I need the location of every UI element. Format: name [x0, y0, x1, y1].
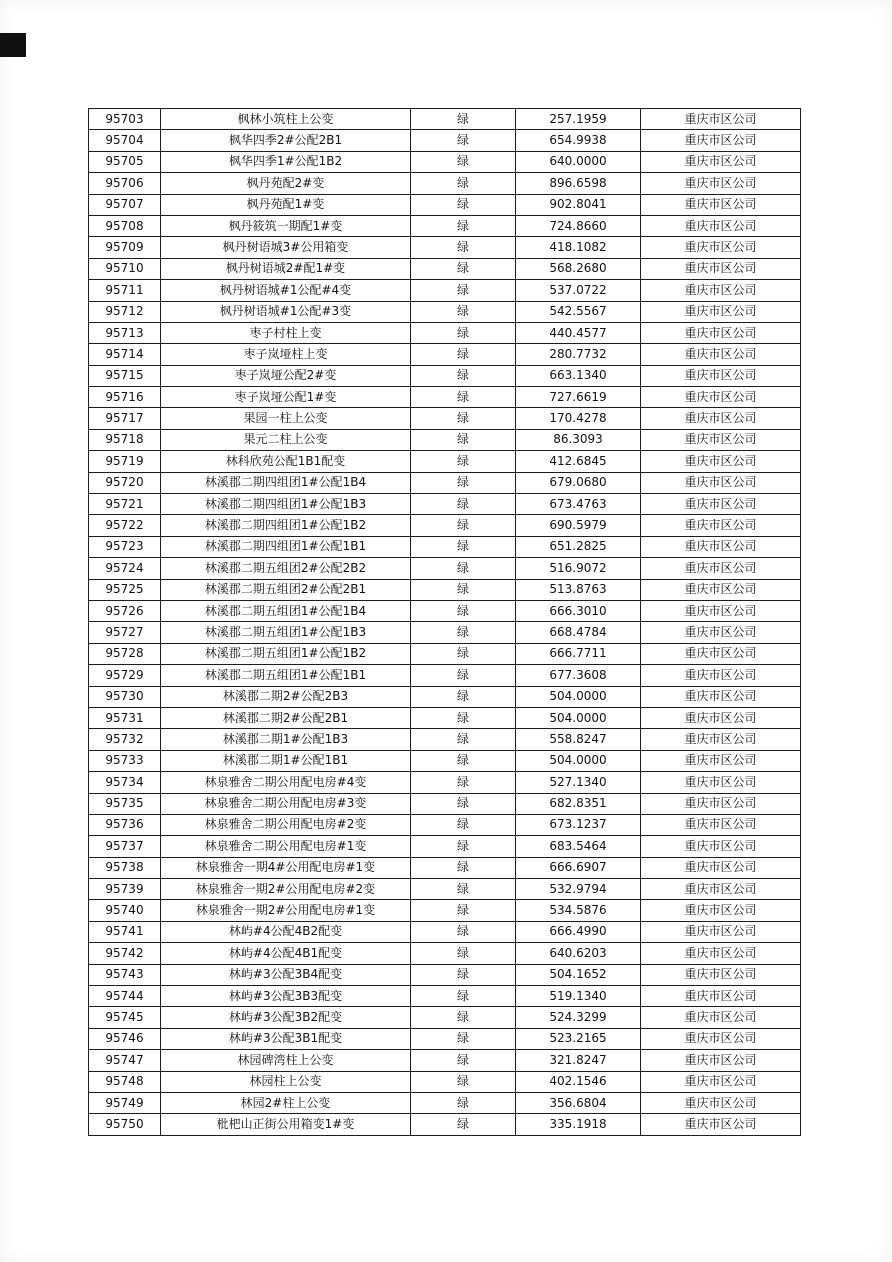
- cell-id: 95722: [89, 515, 161, 536]
- cell-id: 95731: [89, 707, 161, 728]
- cell-id: 95721: [89, 494, 161, 515]
- table-row: [89, 857, 801, 878]
- cell-name: 枣子岚垭柱上变: [161, 344, 411, 365]
- cell-value: 651.2825: [516, 536, 641, 557]
- cell-status: 绿: [411, 387, 516, 408]
- cell-value: 86.3093: [516, 429, 641, 450]
- cell-id: 95744: [89, 986, 161, 1007]
- cell-name: 林溪郡二期四组团1#公配1B2: [161, 515, 411, 536]
- cell-name: 枫丹树语城3#公用箱变: [161, 237, 411, 258]
- cell-status: 绿: [411, 879, 516, 900]
- cell-value: 896.6598: [516, 173, 641, 194]
- cell-company: 重庆市区公司: [641, 1028, 801, 1049]
- cell-status: 绿: [411, 109, 516, 130]
- cell-value: 668.4784: [516, 622, 641, 643]
- table-row: [89, 280, 801, 301]
- cell-status: 绿: [411, 258, 516, 279]
- cell-status: 绿: [411, 1050, 516, 1071]
- cell-company: 重庆市区公司: [641, 237, 801, 258]
- cell-name: 林泉雅舍二期公用配电房#3变: [161, 793, 411, 814]
- cell-status: 绿: [411, 729, 516, 750]
- data-table: [88, 108, 801, 1136]
- cell-name: 林泉雅舍二期公用配电房#2变: [161, 814, 411, 835]
- table-row: [89, 1092, 801, 1113]
- cell-value: 504.1652: [516, 964, 641, 985]
- cell-id: 95727: [89, 622, 161, 643]
- cell-id: 95726: [89, 600, 161, 621]
- data-table-container: [88, 108, 800, 1136]
- cell-id: 95729: [89, 665, 161, 686]
- cell-id: 95718: [89, 429, 161, 450]
- cell-id: 95716: [89, 387, 161, 408]
- cell-company: 重庆市区公司: [641, 686, 801, 707]
- cell-status: 绿: [411, 1092, 516, 1113]
- cell-name: 林溪郡二期五组团1#公配1B2: [161, 643, 411, 664]
- cell-id: 95704: [89, 130, 161, 151]
- cell-id: 95723: [89, 536, 161, 557]
- cell-status: 绿: [411, 558, 516, 579]
- cell-company: 重庆市区公司: [641, 857, 801, 878]
- table-row: [89, 814, 801, 835]
- cell-name: 林泉雅舍二期公用配电房#4变: [161, 772, 411, 793]
- table-row: [89, 750, 801, 771]
- cell-company: 重庆市区公司: [641, 793, 801, 814]
- cell-status: 绿: [411, 643, 516, 664]
- cell-status: 绿: [411, 814, 516, 835]
- cell-value: 640.6203: [516, 943, 641, 964]
- table-row: [89, 536, 801, 557]
- cell-name: 枫丹苑配1#变: [161, 194, 411, 215]
- table-row: [89, 579, 801, 600]
- cell-value: 666.3010: [516, 600, 641, 621]
- cell-company: 重庆市区公司: [641, 1092, 801, 1113]
- cell-name: 枫丹树语城#1公配#4变: [161, 280, 411, 301]
- cell-company: 重庆市区公司: [641, 515, 801, 536]
- table-row: [89, 900, 801, 921]
- cell-id: 95732: [89, 729, 161, 750]
- cell-name: 林屿#4公配4B1配变: [161, 943, 411, 964]
- cell-name: 林园碑湾柱上公变: [161, 1050, 411, 1071]
- cell-name: 林溪郡二期1#公配1B3: [161, 729, 411, 750]
- table-row: [89, 1028, 801, 1049]
- table-row: [89, 707, 801, 728]
- cell-name: 林屿#3公配3B4配变: [161, 964, 411, 985]
- cell-value: 519.1340: [516, 986, 641, 1007]
- cell-id: 95713: [89, 322, 161, 343]
- cell-company: 重庆市区公司: [641, 472, 801, 493]
- cell-id: 95748: [89, 1071, 161, 1092]
- cell-status: 绿: [411, 472, 516, 493]
- cell-company: 重庆市区公司: [641, 600, 801, 621]
- cell-company: 重庆市区公司: [641, 429, 801, 450]
- cell-status: 绿: [411, 280, 516, 301]
- cell-company: 重庆市区公司: [641, 558, 801, 579]
- cell-company: 重庆市区公司: [641, 280, 801, 301]
- cell-value: 527.1340: [516, 772, 641, 793]
- cell-value: 542.5567: [516, 301, 641, 322]
- table-row: [89, 194, 801, 215]
- cell-value: 537.0722: [516, 280, 641, 301]
- cell-value: 504.0000: [516, 707, 641, 728]
- table-body: [89, 109, 801, 1136]
- table-row: [89, 344, 801, 365]
- table-row: [89, 387, 801, 408]
- cell-status: 绿: [411, 579, 516, 600]
- cell-id: 95728: [89, 643, 161, 664]
- cell-name: 林溪郡二期2#公配2B3: [161, 686, 411, 707]
- table-row: [89, 1071, 801, 1092]
- cell-value: 673.1237: [516, 814, 641, 835]
- cell-value: 516.9072: [516, 558, 641, 579]
- cell-id: 95735: [89, 793, 161, 814]
- cell-name: 林屿#4公配4B2配变: [161, 921, 411, 942]
- cell-id: 95743: [89, 964, 161, 985]
- cell-company: 重庆市区公司: [641, 836, 801, 857]
- cell-name: 林溪郡二期五组团1#公配1B1: [161, 665, 411, 686]
- cell-value: 679.0680: [516, 472, 641, 493]
- cell-company: 重庆市区公司: [641, 344, 801, 365]
- cell-company: 重庆市区公司: [641, 665, 801, 686]
- cell-id: 95736: [89, 814, 161, 835]
- cell-id: 95747: [89, 1050, 161, 1071]
- cell-value: 170.4278: [516, 408, 641, 429]
- cell-id: 95734: [89, 772, 161, 793]
- cell-status: 绿: [411, 1071, 516, 1092]
- cell-company: 重庆市区公司: [641, 494, 801, 515]
- cell-name: 枫华四季2#公配2B1: [161, 130, 411, 151]
- cell-name: 枇杷山正街公用箱变1#变: [161, 1114, 411, 1135]
- cell-name: 林溪郡二期四组团1#公配1B1: [161, 536, 411, 557]
- cell-status: 绿: [411, 707, 516, 728]
- cell-name: 林泉雅舍一期2#公用配电房#1变: [161, 900, 411, 921]
- cell-value: 280.7732: [516, 344, 641, 365]
- cell-company: 重庆市区公司: [641, 109, 801, 130]
- table-row: [89, 258, 801, 279]
- cell-company: 重庆市区公司: [641, 215, 801, 236]
- cell-name: 枫丹筱筑一期配1#变: [161, 215, 411, 236]
- cell-id: 95738: [89, 857, 161, 878]
- cell-status: 绿: [411, 215, 516, 236]
- table-row: [89, 301, 801, 322]
- cell-status: 绿: [411, 686, 516, 707]
- table-row: [89, 130, 801, 151]
- cell-status: 绿: [411, 665, 516, 686]
- cell-company: 重庆市区公司: [641, 964, 801, 985]
- table-row: [89, 365, 801, 386]
- table-row: [89, 600, 801, 621]
- cell-id: 95703: [89, 109, 161, 130]
- cell-company: 重庆市区公司: [641, 729, 801, 750]
- cell-status: 绿: [411, 408, 516, 429]
- table-row: [89, 109, 801, 130]
- cell-value: 663.1340: [516, 365, 641, 386]
- cell-id: 95709: [89, 237, 161, 258]
- cell-id: 95741: [89, 921, 161, 942]
- cell-value: 682.8351: [516, 793, 641, 814]
- cell-company: 重庆市区公司: [641, 301, 801, 322]
- cell-company: 重庆市区公司: [641, 643, 801, 664]
- cell-status: 绿: [411, 1028, 516, 1049]
- table-row: [89, 215, 801, 236]
- cell-company: 重庆市区公司: [641, 322, 801, 343]
- table-row: [89, 472, 801, 493]
- cell-id: 95725: [89, 579, 161, 600]
- table-row: [89, 772, 801, 793]
- cell-name: 林溪郡二期五组团2#公配2B1: [161, 579, 411, 600]
- table-row: [89, 643, 801, 664]
- cell-value: 402.1546: [516, 1071, 641, 1092]
- cell-value: 440.4577: [516, 322, 641, 343]
- table-row: [89, 986, 801, 1007]
- cell-id: 95739: [89, 879, 161, 900]
- table-row: [89, 1114, 801, 1135]
- cell-name: 林溪郡二期2#公配2B1: [161, 707, 411, 728]
- cell-status: 绿: [411, 194, 516, 215]
- cell-name: 林溪郡二期1#公配1B1: [161, 750, 411, 771]
- cell-id: 95724: [89, 558, 161, 579]
- cell-company: 重庆市区公司: [641, 408, 801, 429]
- cell-company: 重庆市区公司: [641, 1071, 801, 1092]
- cell-value: 257.1959: [516, 109, 641, 130]
- cell-company: 重庆市区公司: [641, 986, 801, 1007]
- table-row: [89, 665, 801, 686]
- cell-status: 绿: [411, 1007, 516, 1028]
- table-row: [89, 322, 801, 343]
- table-row: [89, 943, 801, 964]
- cell-company: 重庆市区公司: [641, 814, 801, 835]
- cell-status: 绿: [411, 365, 516, 386]
- cell-value: 673.4763: [516, 494, 641, 515]
- cell-status: 绿: [411, 772, 516, 793]
- cell-id: 95750: [89, 1114, 161, 1135]
- cell-id: 95705: [89, 151, 161, 172]
- cell-value: 666.7711: [516, 643, 641, 664]
- cell-id: 95742: [89, 943, 161, 964]
- cell-value: 666.4990: [516, 921, 641, 942]
- cell-id: 95715: [89, 365, 161, 386]
- cell-company: 重庆市区公司: [641, 173, 801, 194]
- cell-id: 95745: [89, 1007, 161, 1028]
- cell-status: 绿: [411, 857, 516, 878]
- cell-id: 95733: [89, 750, 161, 771]
- cell-status: 绿: [411, 515, 516, 536]
- cell-company: 重庆市区公司: [641, 879, 801, 900]
- cell-company: 重庆市区公司: [641, 1050, 801, 1071]
- cell-status: 绿: [411, 964, 516, 985]
- cell-name: 林溪郡二期五组团2#公配2B2: [161, 558, 411, 579]
- cell-status: 绿: [411, 173, 516, 194]
- cell-id: 95712: [89, 301, 161, 322]
- cell-status: 绿: [411, 130, 516, 151]
- table-row: [89, 494, 801, 515]
- cell-name: 果园一柱上公变: [161, 408, 411, 429]
- cell-value: 654.9938: [516, 130, 641, 151]
- table-row: [89, 429, 801, 450]
- table-row: [89, 921, 801, 942]
- cell-company: 重庆市区公司: [641, 194, 801, 215]
- cell-value: 558.8247: [516, 729, 641, 750]
- cell-name: 枫丹苑配2#变: [161, 173, 411, 194]
- cell-company: 重庆市区公司: [641, 387, 801, 408]
- cell-value: 504.0000: [516, 750, 641, 771]
- cell-name: 林溪郡二期五组团1#公配1B4: [161, 600, 411, 621]
- table-row: [89, 451, 801, 472]
- cell-name: 林园柱上公变: [161, 1071, 411, 1092]
- cell-id: 95749: [89, 1092, 161, 1113]
- cell-company: 重庆市区公司: [641, 900, 801, 921]
- cell-value: 523.2165: [516, 1028, 641, 1049]
- cell-name: 林屿#3公配3B1配变: [161, 1028, 411, 1049]
- cell-id: 95708: [89, 215, 161, 236]
- cell-value: 677.3608: [516, 665, 641, 686]
- table-row: [89, 793, 801, 814]
- cell-value: 524.3299: [516, 1007, 641, 1028]
- cell-company: 重庆市区公司: [641, 622, 801, 643]
- cell-value: 902.8041: [516, 194, 641, 215]
- cell-company: 重庆市区公司: [641, 536, 801, 557]
- cell-company: 重庆市区公司: [641, 1114, 801, 1135]
- cell-status: 绿: [411, 301, 516, 322]
- cell-name: 林泉雅舍一期4#公用配电房#1变: [161, 857, 411, 878]
- cell-id: 95730: [89, 686, 161, 707]
- cell-status: 绿: [411, 237, 516, 258]
- cell-name: 枣子岚垭公配2#变: [161, 365, 411, 386]
- cell-value: 640.0000: [516, 151, 641, 172]
- cell-status: 绿: [411, 986, 516, 1007]
- cell-id: 95714: [89, 344, 161, 365]
- cell-name: 林溪郡二期四组团1#公配1B4: [161, 472, 411, 493]
- cell-status: 绿: [411, 451, 516, 472]
- table-row: [89, 558, 801, 579]
- cell-status: 绿: [411, 900, 516, 921]
- cell-id: 95706: [89, 173, 161, 194]
- cell-value: 335.1918: [516, 1114, 641, 1135]
- table-row: [89, 622, 801, 643]
- cell-name: 林泉雅舍一期2#公用配电房#2变: [161, 879, 411, 900]
- cell-value: 513.8763: [516, 579, 641, 600]
- table-row: [89, 408, 801, 429]
- cell-status: 绿: [411, 151, 516, 172]
- cell-value: 724.8660: [516, 215, 641, 236]
- cell-value: 568.2680: [516, 258, 641, 279]
- cell-name: 枫丹树语城#1公配#3变: [161, 301, 411, 322]
- cell-status: 绿: [411, 344, 516, 365]
- cell-name: 林屿#3公配3B2配变: [161, 1007, 411, 1028]
- cell-value: 321.8247: [516, 1050, 641, 1071]
- table-row: [89, 173, 801, 194]
- cell-id: 95717: [89, 408, 161, 429]
- cell-status: 绿: [411, 1114, 516, 1135]
- cell-company: 重庆市区公司: [641, 365, 801, 386]
- table-row: [89, 515, 801, 536]
- cell-status: 绿: [411, 836, 516, 857]
- cell-value: 727.6619: [516, 387, 641, 408]
- cell-status: 绿: [411, 622, 516, 643]
- cell-name: 枫林小筑柱上公变: [161, 109, 411, 130]
- cell-name: 枣子岚垭公配1#变: [161, 387, 411, 408]
- table-row: [89, 1050, 801, 1071]
- cell-company: 重庆市区公司: [641, 451, 801, 472]
- corner-mark: [0, 33, 26, 57]
- cell-value: 356.6804: [516, 1092, 641, 1113]
- cell-id: 95707: [89, 194, 161, 215]
- cell-company: 重庆市区公司: [641, 151, 801, 172]
- cell-id: 95746: [89, 1028, 161, 1049]
- cell-status: 绿: [411, 921, 516, 942]
- cell-value: 532.9794: [516, 879, 641, 900]
- cell-status: 绿: [411, 322, 516, 343]
- cell-name: 林屿#3公配3B3配变: [161, 986, 411, 1007]
- cell-value: 534.5876: [516, 900, 641, 921]
- cell-company: 重庆市区公司: [641, 130, 801, 151]
- cell-name: 枣子村柱上变: [161, 322, 411, 343]
- cell-value: 412.6845: [516, 451, 641, 472]
- cell-company: 重庆市区公司: [641, 258, 801, 279]
- table-row: [89, 686, 801, 707]
- cell-company: 重庆市区公司: [641, 921, 801, 942]
- cell-id: 95720: [89, 472, 161, 493]
- cell-value: 418.1082: [516, 237, 641, 258]
- cell-value: 504.0000: [516, 686, 641, 707]
- cell-company: 重庆市区公司: [641, 772, 801, 793]
- cell-status: 绿: [411, 494, 516, 515]
- table-row: [89, 1007, 801, 1028]
- cell-status: 绿: [411, 429, 516, 450]
- cell-name: 林溪郡二期四组团1#公配1B3: [161, 494, 411, 515]
- cell-status: 绿: [411, 943, 516, 964]
- cell-company: 重庆市区公司: [641, 1007, 801, 1028]
- cell-value: 690.5979: [516, 515, 641, 536]
- cell-status: 绿: [411, 600, 516, 621]
- cell-id: 95710: [89, 258, 161, 279]
- cell-company: 重庆市区公司: [641, 707, 801, 728]
- table-row: [89, 836, 801, 857]
- cell-name: 林溪郡二期五组团1#公配1B3: [161, 622, 411, 643]
- cell-id: 95740: [89, 900, 161, 921]
- cell-company: 重庆市区公司: [641, 943, 801, 964]
- cell-status: 绿: [411, 750, 516, 771]
- cell-status: 绿: [411, 793, 516, 814]
- table-row: [89, 151, 801, 172]
- table-row: [89, 237, 801, 258]
- cell-name: 林科欣苑公配1B1配变: [161, 451, 411, 472]
- cell-value: 683.5464: [516, 836, 641, 857]
- cell-name: 枫华四季1#公配1B2: [161, 151, 411, 172]
- cell-value: 666.6907: [516, 857, 641, 878]
- table-row: [89, 879, 801, 900]
- table-row: [89, 964, 801, 985]
- cell-name: 林园2#柱上公变: [161, 1092, 411, 1113]
- cell-id: 95737: [89, 836, 161, 857]
- cell-company: 重庆市区公司: [641, 579, 801, 600]
- table-row: [89, 729, 801, 750]
- cell-name: 枫丹树语城2#配1#变: [161, 258, 411, 279]
- cell-name: 果元二柱上公变: [161, 429, 411, 450]
- cell-id: 95719: [89, 451, 161, 472]
- cell-id: 95711: [89, 280, 161, 301]
- cell-status: 绿: [411, 536, 516, 557]
- cell-company: 重庆市区公司: [641, 750, 801, 771]
- cell-name: 林泉雅舍二期公用配电房#1变: [161, 836, 411, 857]
